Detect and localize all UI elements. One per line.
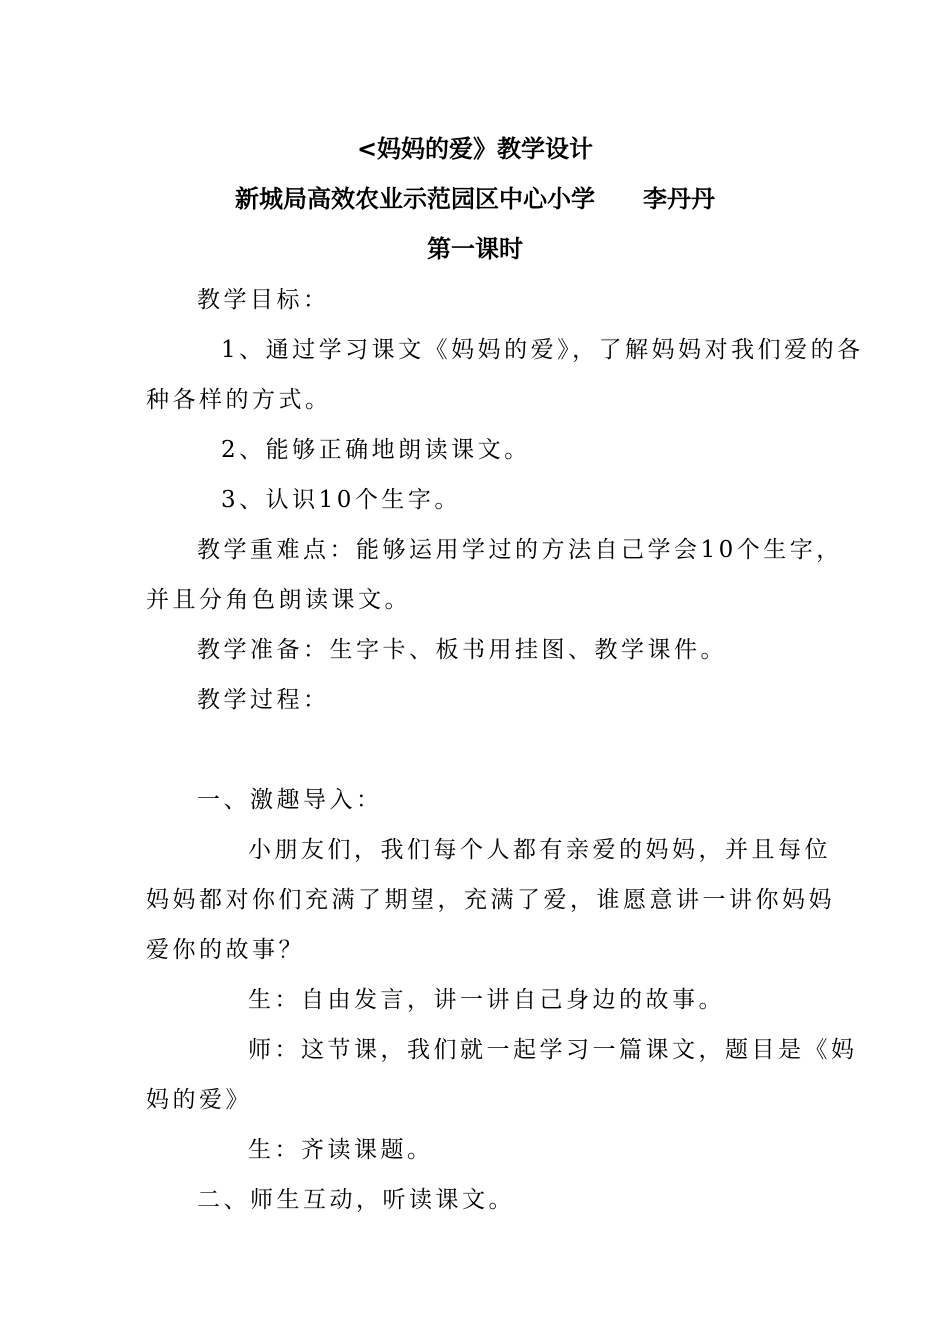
- school-name: 新城局高效农业示范园区中心小学: [235, 185, 595, 213]
- student-response-1: 生：自由发言，讲一讲自己身边的故事。: [248, 987, 725, 1013]
- goals-heading: 教学目标：: [197, 287, 330, 313]
- author-name: 李丹丹: [643, 185, 715, 213]
- process-heading: 教学过程：: [197, 687, 330, 713]
- goal-item-2: 2、能够正确地朗读课文。: [221, 437, 531, 463]
- goal-item-1-line2: 种各样的方式。: [146, 387, 332, 413]
- key-points-line1: 教学重难点：能够运用学过的方法自己学会10个生字，: [197, 537, 843, 563]
- section-1-para-line3: 爱你的故事？: [146, 937, 305, 963]
- author-line: [0, 183, 950, 215]
- preparation-line: 教学准备：生字卡、板书用挂图、教学课件。: [197, 637, 727, 663]
- goal-item-3: 3、认识10个生字。: [221, 487, 461, 513]
- student-response-2: 生：齐读课题。: [248, 1137, 434, 1163]
- lesson-heading: 第一课时: [427, 235, 523, 263]
- teacher-line2: 妈的爱》: [146, 1087, 252, 1113]
- goal-item-1-line1: 1、通过学习课文《妈妈的爱》，了解妈妈对我们爱的各: [221, 337, 864, 363]
- document-title: <妈妈的爱》教学设计: [356, 135, 594, 163]
- key-points-line2: 并且分角色朗读课文。: [146, 587, 411, 613]
- section-1-para-line1: 小朋友们，我们每个人都有亲爱的妈妈，并且每位: [248, 837, 831, 863]
- section-2-heading: 二、师生互动，听读课文。: [197, 1187, 515, 1213]
- section-1-para-line2: 妈妈都对你们充满了期望，充满了爱，谁愿意讲一讲你妈妈: [146, 887, 835, 913]
- teacher-line1: 师：这节课，我们就一起学习一篇课文，题目是《妈: [248, 1037, 858, 1063]
- section-1-heading: 一、激趣导入：: [197, 787, 383, 813]
